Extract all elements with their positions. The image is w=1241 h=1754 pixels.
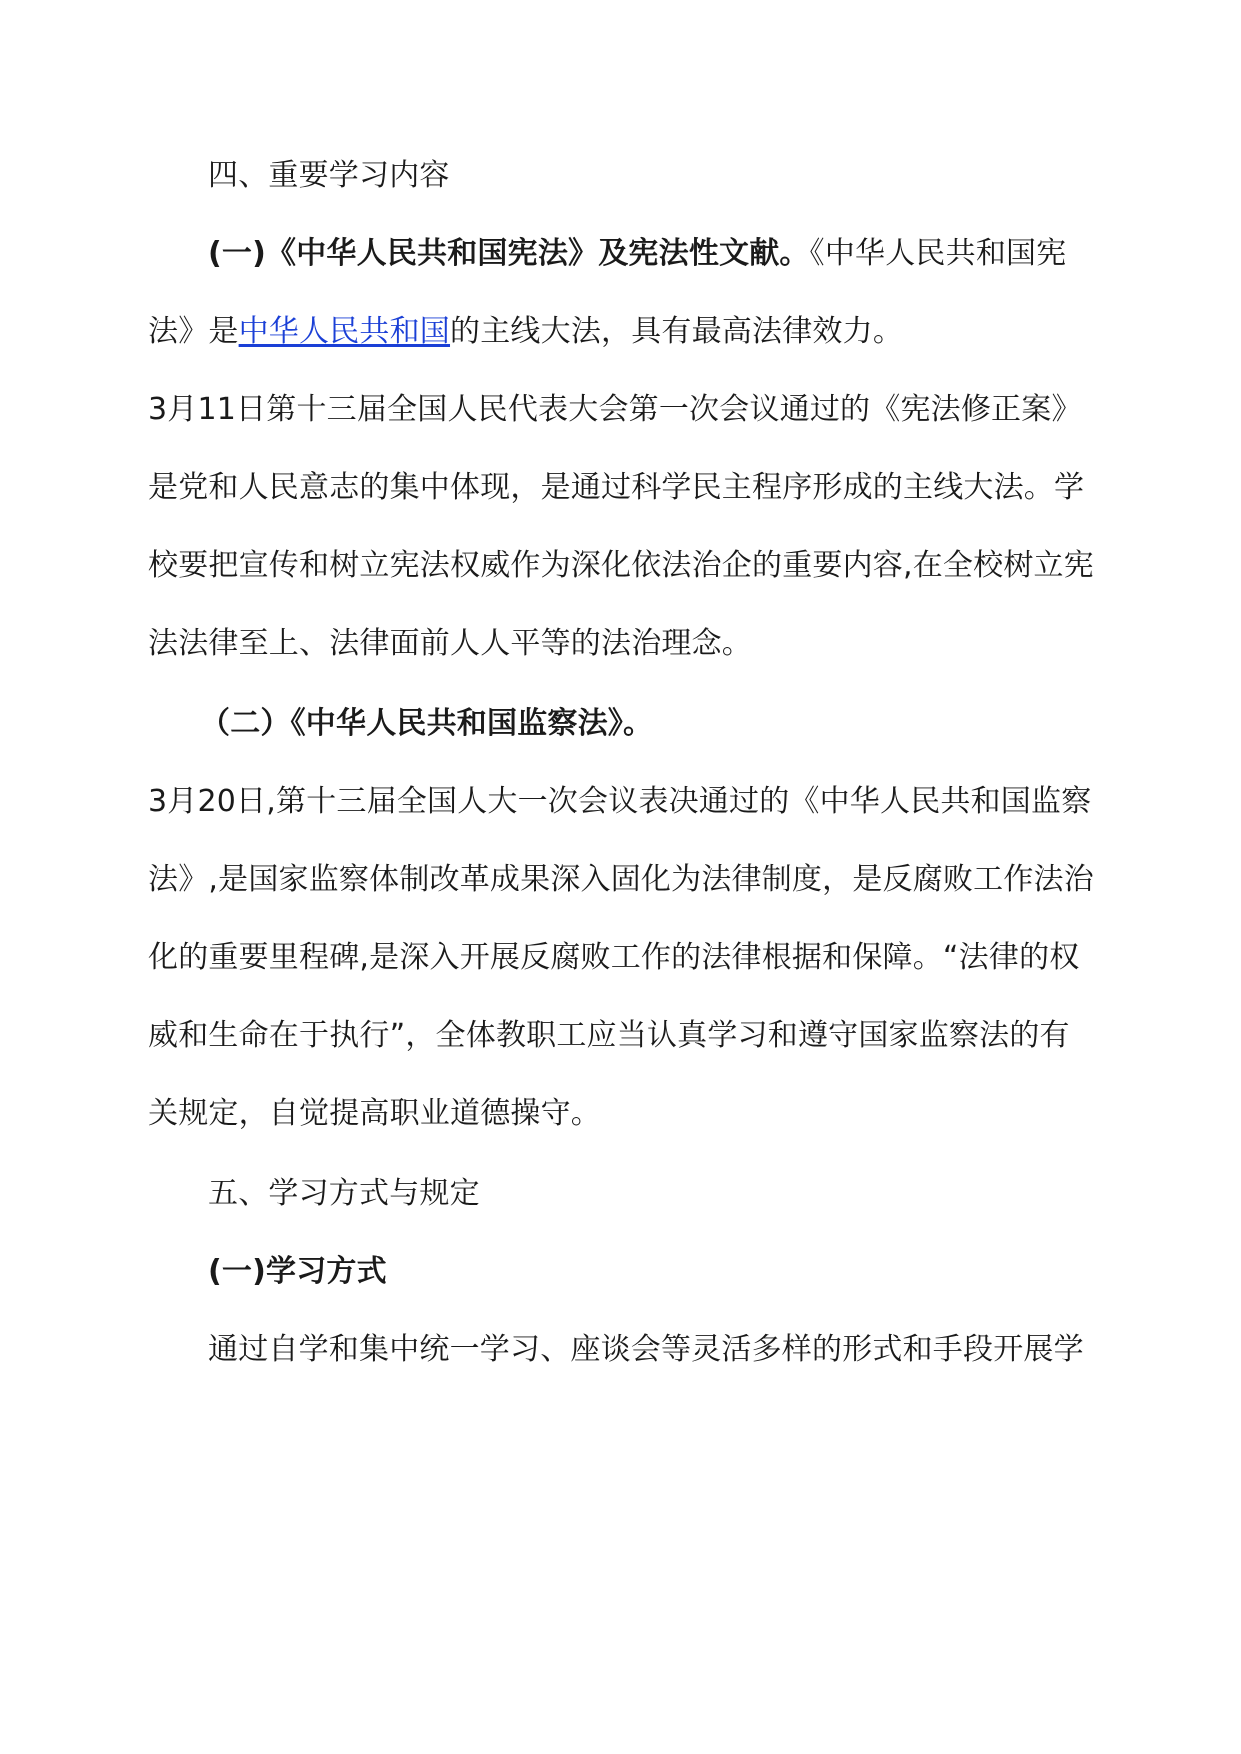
paragraph-line: 法法律至上、法律面前人人平等的法治理念。 [148, 626, 752, 661]
text-run: 法》是 [148, 314, 239, 349]
paragraph-line: 3月20日,第十三届全国人大一次会议表决通过的《中华人民共和国监察 [148, 784, 1092, 819]
section-heading-4: 四、重要学习内容 [208, 158, 450, 193]
paragraph-line [208, 234, 1168, 274]
text-run: 《中华人民共和国宪 [809, 236, 1067, 271]
paragraph-line: 关规定，自觉提高职业道德操守。 [148, 1096, 601, 1131]
paragraph-line: 法》,是国家监察体制改革成果深入固化为法律制度，是反腐败工作法治 [148, 862, 1094, 897]
paragraph-line: 化的重要里程碑,是深入开展反腐败工作的法律根据和保障。“法律的权 [148, 940, 1080, 975]
item-title-constitution: (一)《中华人民共和国宪法》及宪法性文献。 [208, 236, 810, 271]
section-heading-5: 五、学习方式与规定 [208, 1176, 480, 1211]
paragraph-line: 校要把宣传和树立宪法权威作为深化依法治企的重要内容,在全校树立宪 [148, 548, 1094, 583]
paragraph-line: 威和生命在于执行”，全体教职工应当认真学习和遵守国家监察法的有 [148, 1018, 1070, 1053]
paragraph-line: 通过自学和集中统一学习、座谈会等灵活多样的形式和手段开展学 [208, 1332, 1084, 1367]
item-title-study-method: (一)学习方式 [208, 1254, 387, 1289]
paragraph-line: 3月11日第十三届全国人民代表大会第一次会议通过的《宪法修正案》 [148, 392, 1082, 427]
paragraph-line [148, 312, 1108, 352]
item-title-supervision: （二）《中华人民共和国监察法》。 [200, 706, 654, 741]
paragraph-line: 是党和人民意志的集中体现，是通过科学民主程序形成的主线大法。学 [148, 470, 1085, 505]
hyperlink-prc[interactable]: 中华人民共和国 [238, 314, 451, 349]
text-run: 的主线大法，具有最高法律效力。 [450, 314, 904, 349]
